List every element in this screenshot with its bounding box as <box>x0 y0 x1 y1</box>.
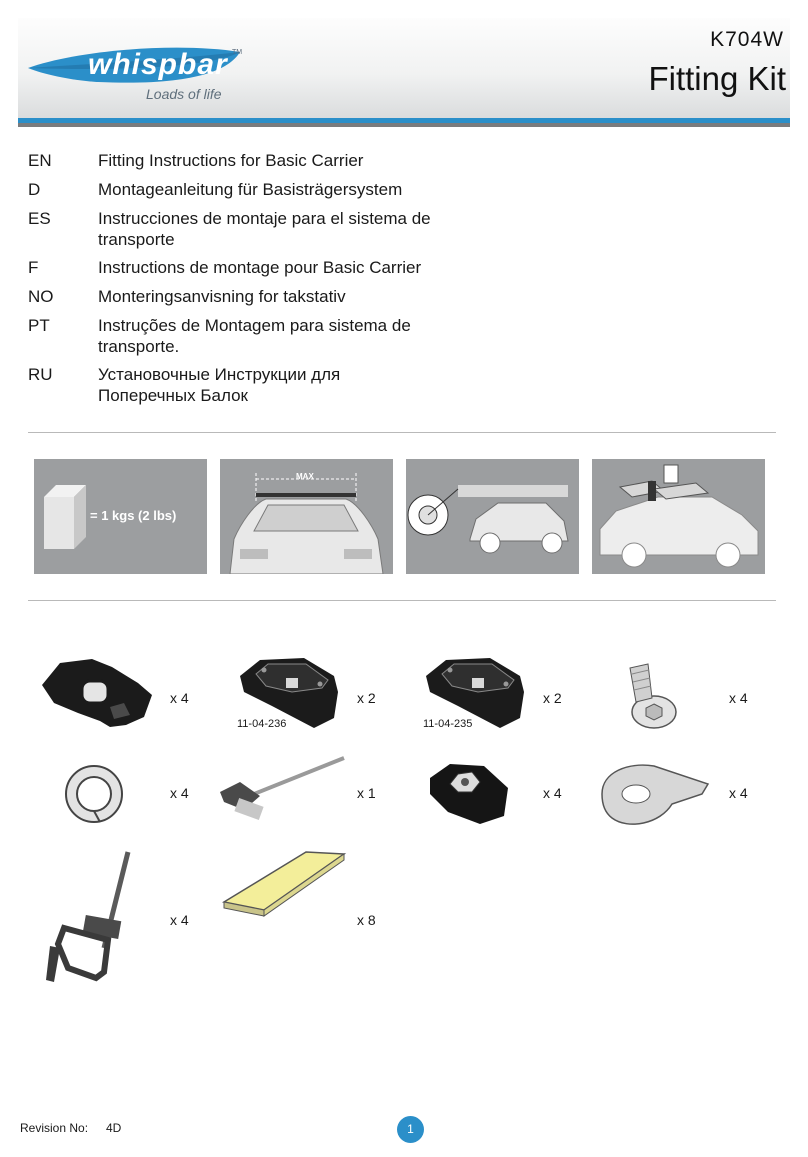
language-text: Instruções de Montagem para sistema de transporte. <box>98 316 411 356</box>
header-grey-bar <box>18 123 790 127</box>
car-with-load-icon <box>592 459 765 574</box>
tab-washer-icon <box>598 758 718 838</box>
adhesive-pad-icon <box>218 850 348 920</box>
part-quantity: x 2 <box>543 690 562 706</box>
language-text: Fitting Instructions for Basic Carrier <box>98 151 364 170</box>
page-title: Fitting Kit <box>648 60 786 97</box>
weight-panel <box>34 459 207 574</box>
language-code: D <box>28 180 41 199</box>
language-row-es <box>28 208 508 252</box>
language-code: RU <box>28 365 53 384</box>
section-divider <box>28 432 776 433</box>
part-quantity: x 1 <box>357 785 376 801</box>
part-number: 11-04-235 <box>423 718 473 730</box>
language-text: Montageanleitung für Basisträgersystem <box>98 180 403 199</box>
weight-label: = 1 kgs (2 lbs) <box>90 508 177 523</box>
language-code: NO <box>28 287 54 306</box>
language-code: PT <box>28 316 50 335</box>
split-washer-icon <box>60 758 130 828</box>
allen-key-icon <box>214 752 349 827</box>
language-code: EN <box>28 151 52 170</box>
foot-cover-icon <box>40 655 155 735</box>
language-row-f <box>28 257 508 279</box>
max-label: MAX <box>296 472 314 481</box>
part-quantity: x 8 <box>357 912 376 928</box>
nut-plate-icon <box>424 758 514 828</box>
language-row-d <box>28 179 508 201</box>
brand-tagline: Loads of life <box>146 86 222 102</box>
language-row-no <box>28 286 508 308</box>
language-text: Instructions de montage pour Basic Carrier <box>98 258 422 277</box>
language-text: Установочные Инструкции для Поперечных Балок <box>98 365 341 405</box>
clamp-bracket-icon <box>44 848 144 988</box>
language-code: ES <box>28 209 51 228</box>
tape-measure-car-icon <box>406 459 579 574</box>
language-row-en <box>28 150 508 172</box>
part-quantity: x 4 <box>170 690 189 706</box>
revision-label: Revision No: <box>20 1121 89 1135</box>
language-code: F <box>28 258 39 277</box>
part-number: 11-04-236 <box>237 718 287 730</box>
part-quantity: x 4 <box>170 785 189 801</box>
kit-code: K704W <box>710 28 784 51</box>
language-text: Instrucciones de montaje para el sistema de transporte <box>98 209 431 249</box>
max-width-panel <box>220 459 393 574</box>
part-quantity: x 4 <box>729 785 748 801</box>
section-divider <box>28 600 776 601</box>
loaded-roof-panel <box>592 459 765 574</box>
language-row-ru <box>28 364 508 408</box>
revision-value: 4D <box>106 1121 122 1135</box>
brand-name: whispbar <box>88 48 228 81</box>
page-number-badge: 1 <box>397 1116 424 1143</box>
trademark-mark: TM <box>232 49 243 56</box>
measure-panel <box>406 459 579 574</box>
language-text: Monteringsanvisning for takstativ <box>98 287 346 306</box>
hex-bolt-icon <box>618 658 688 733</box>
part-quantity: x 4 <box>543 785 562 801</box>
language-row-pt <box>28 315 508 359</box>
part-quantity: x 2 <box>357 690 376 706</box>
part-quantity: x 4 <box>170 912 189 928</box>
part-quantity: x 4 <box>729 690 748 706</box>
